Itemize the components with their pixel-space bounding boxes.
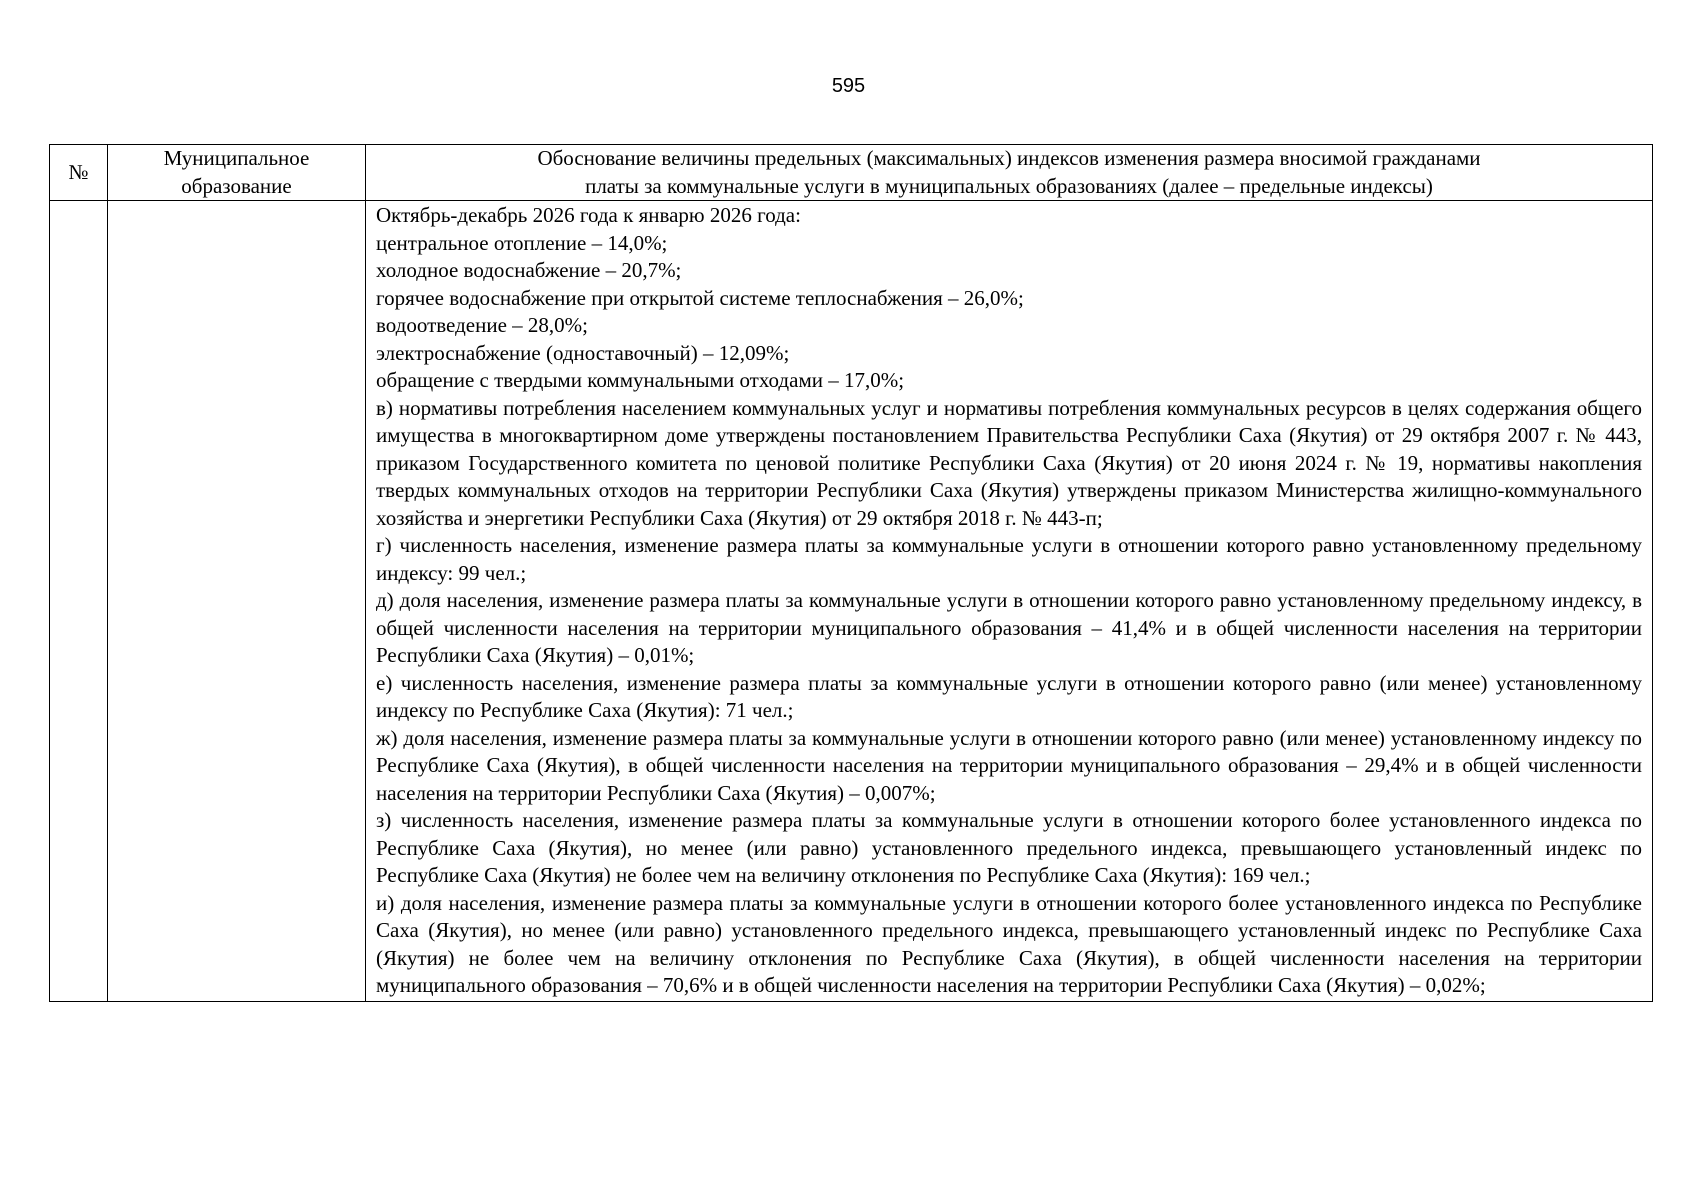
header-justification	[366, 145, 1653, 201]
paragraph-z-population: з) численность населения, изменение размера платы за коммунальные услуги в отношении которого более установленного индекса по Республике Саха (Якутия), но менее (или равно) установленного предельного индекса, превышающего установленный индекс по Республике Саха (Якутия) не более чем на величину отклонения по Республике Саха (Якутия): 169 чел.;	[376, 808, 1642, 887]
page-number: 595	[831, 75, 866, 97]
paragraph-g-population: г) численность населения, изменение размера платы за коммунальные услуги в отношении которого равно установленному предельному индексу: 99 чел.;	[376, 533, 1642, 585]
table-header-row	[50, 145, 1653, 201]
cell-municipality	[108, 201, 366, 1002]
paragraph-heating: центральное отопление – 14,0%;	[376, 230, 668, 255]
paragraph-d-share: д) доля населения, изменение размера платы за коммунальные услуги в отношении которого равно установленному предельному индексу, в общей численности населения на территории муниципального образования – 41,4% и в общей численности населения на территории Республики Саха (Якутия) – 0,01%;	[376, 588, 1642, 667]
header-number-label: №	[68, 159, 89, 184]
header-number	[50, 145, 108, 201]
paragraph-hot-water: горячее водоснабжение при открытой системе теплоснабжения – 26,0%;	[376, 285, 1024, 310]
paragraph-v-norms: в) нормативы потребления населением коммунальных услуг и нормативы потребления коммунальных ресурсов в целях содержания общего имущества в многоквартирном доме утверждены постановлением Правительства Республики Саха (Якутия) от 29 октября 2007 г. № 443, приказом Государственного комитета по ценовой политике Республики Саха (Якутия) от 20 июня 2024 г. № 19, нормативы накопления твердых коммунальных отходов на территории Республики Саха (Якутия) утверждены приказом Министерства жилищно-коммунального хозяйства и энергетики Республики Саха (Якутия) от 29 октября 2018 г. № 443-п;	[376, 395, 1642, 530]
paragraph-solid-waste: обращение с твердыми коммунальными отходами – 17,0%;	[376, 368, 905, 392]
paragraph-zh-share: ж) доля населения, изменение размера платы за коммунальные услуги в отношении которого равно (или менее) установленному индексу по Республике Саха (Якутия), в общей численности населения на территории муниципального образования – 29,4% и в общей численности населения на территории Республики Саха (Якутия) – 0,007%;	[376, 725, 1642, 805]
paragraph-period: Октябрь-декабрь 2026 года к январю 2026 года:	[376, 203, 801, 227]
paragraph-e-population: е) численность населения, изменение размера платы за коммунальные услуги в отношении которого равно (или менее) установленному индексу по Республике Саха (Якутия): 71 чел.;	[376, 670, 1642, 722]
table-row	[50, 201, 1653, 1002]
cell-number	[50, 201, 108, 1002]
header-municipality-line2: образование	[181, 173, 292, 198]
paragraph-sewerage: водоотведение – 28,0%;	[376, 313, 588, 337]
cell-justification	[366, 201, 1653, 1002]
header-justification-line1: Обоснование величины предельных (максимальных) индексов изменения размера вносимой гражданами	[537, 146, 1481, 170]
header-municipality	[108, 145, 366, 201]
paragraph-cold-water: холодное водоснабжение – 20,7%;	[376, 258, 682, 282]
paragraph-i-share: и) доля населения, изменение размера платы за коммунальные услуги в отношении которого более установленного индекса по Республике Саха (Якутия), но менее (или равно) установленного предельного индекса, превышающего установленный индекс по Республике Саха (Якутия) не более чем на величину отклонения по Республике Саха (Якутия), в общей численности населения на территории муниципального образования – 70,6% и в общей численности населения на территории Республики Саха (Якутия) – 0,02%;	[376, 890, 1642, 997]
header-municipality-line1: Муниципальное	[163, 146, 310, 170]
paragraph-electricity: электроснабжение (одноставочный) – 12,09%;	[376, 340, 790, 365]
header-justification-line2: платы за коммунальные услуги в муниципальных образованиях (далее – предельные индексы)	[585, 173, 1433, 198]
justification-table	[49, 144, 1653, 1002]
